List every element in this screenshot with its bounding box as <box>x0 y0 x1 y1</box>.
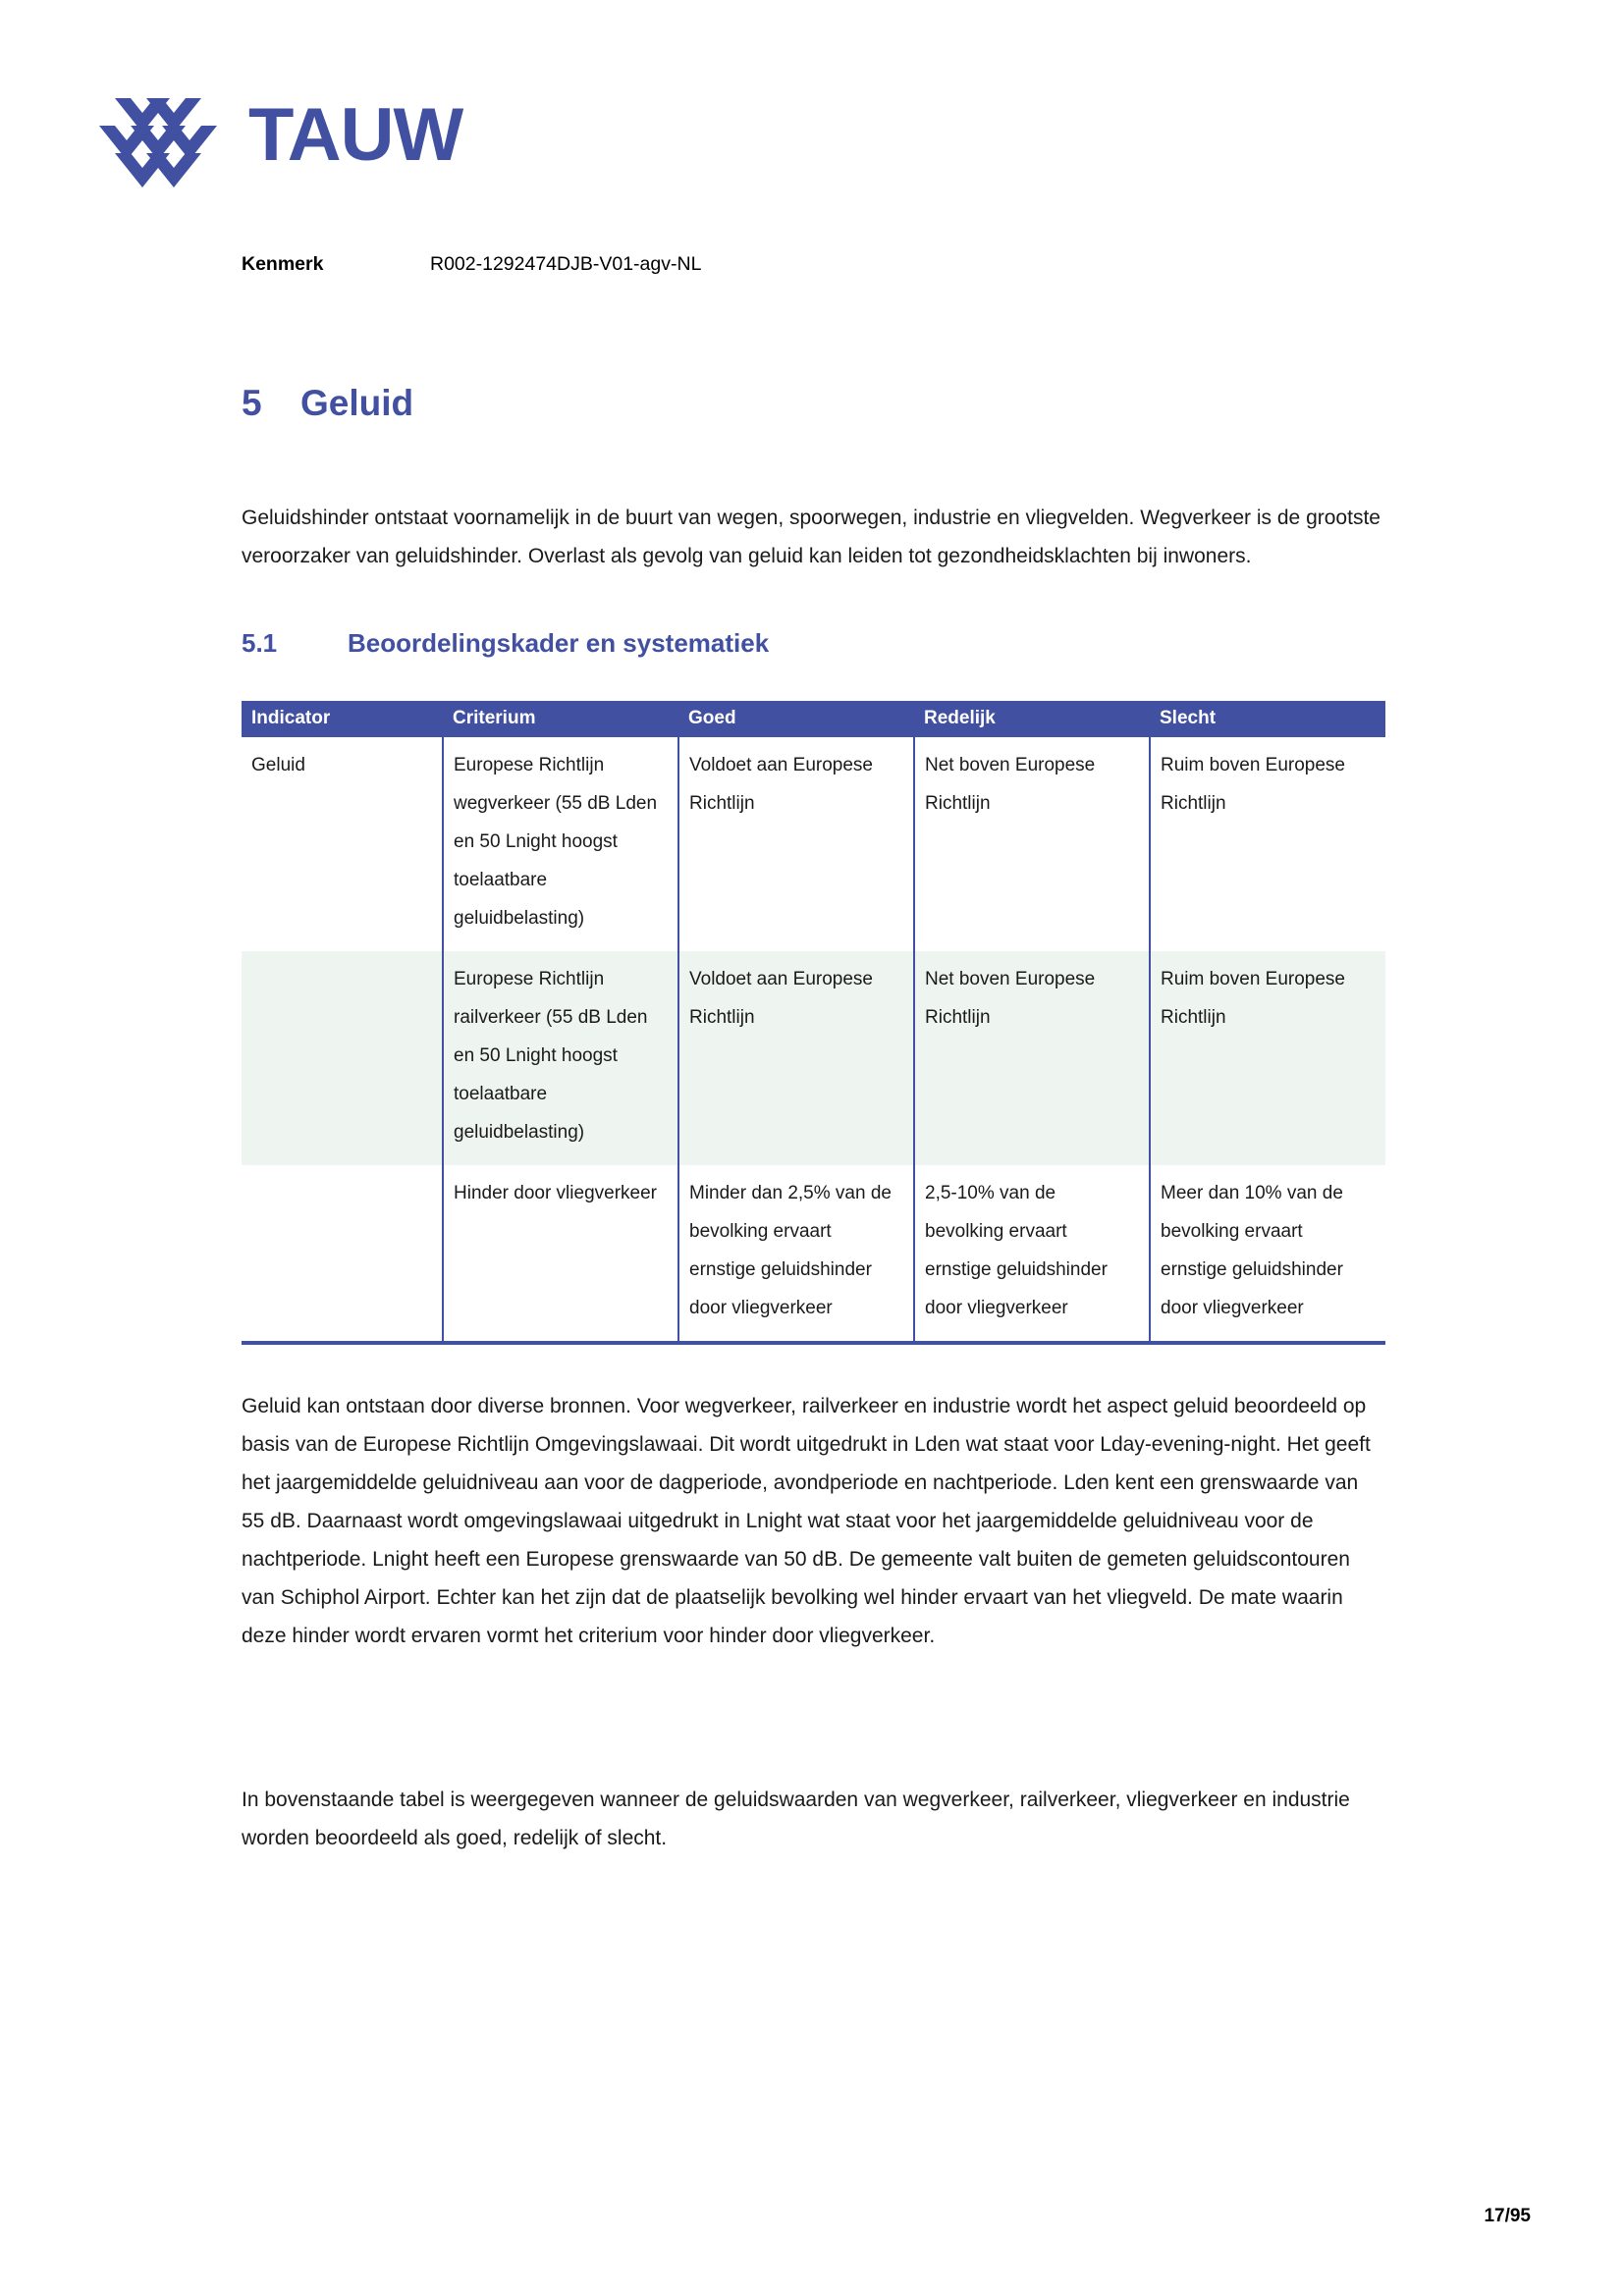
cell-redelijk: 2,5-10% van de bevolking ervaart ernstige geluidshinder door vliegverkeer <box>914 1165 1150 1343</box>
cell-slecht: Meer dan 10% van de bevolking ervaart ernstige geluidshinder door vliegverkeer <box>1150 1165 1385 1343</box>
table-row <box>242 951 1385 1165</box>
cell-slecht: Ruim boven Europese Richtlijn <box>1150 737 1385 951</box>
cell-indicator: Geluid <box>251 755 305 775</box>
body-paragraph-1: Geluid kan ontstaan door diverse bronnen. Voor wegverkeer, railverkeer en industrie wordt het aspect geluid beoordeeld op basis van de Europese Richtlijn Omgevingslawaai. Dit wordt uitgedrukt in Lden wat staat voor Lday-evening-night. Het geeft het jaargemiddelde geluidniveau aan voor de dagperiode, avondperiode en nachtperiode. Lden kent een grenswaarde van 55 dB. Daarnaast wordt omgevingslawaai uitgedrukt in Lnight wat staat voor het jaargemiddelde geluidniveau voor de nachtperiode. Lnight heeft een Europese grenswaarde van 50 dB. De gemeente valt buiten de gemeten geluidscontouren van Schiphol Airport. Echter kan het zijn dat de plaatselijk bevolking wel hinder ervaart van het vliegveld. De mate waarin deze hinder wordt ervaren vormt het criterium voor hinder door vliegverkeer. <box>242 1395 1371 1647</box>
intro-paragraph: Geluidshinder ontstaat voornamelijk in de buurt van wegen, spoorwegen, industrie en vliegvelden. Wegverkeer is de grootste veroorzaker van geluidshinder. Overlast als gevolg van geluid kan leiden tot gezondheidsklachten bij inwoners. <box>242 507 1380 567</box>
table-header-criterium: Criterium <box>443 701 678 737</box>
kenmerk-label: Kenmerk <box>242 253 324 275</box>
chapter-heading <box>242 383 413 424</box>
cell-redelijk: Net boven Europese Richtlijn <box>914 737 1150 951</box>
table-header-redelijk: Redelijk <box>914 701 1150 737</box>
section-title: Beoordelingskader en systematiek <box>348 628 770 658</box>
table-body <box>242 737 1385 1343</box>
section-heading <box>242 628 769 659</box>
cell-redelijk: Net boven Europese Richtlijn <box>914 951 1150 1165</box>
cell-indicator <box>242 951 443 1165</box>
kenmerk <box>242 253 701 276</box>
cell-goed: Minder dan 2,5% van de bevolking ervaart ernstige geluidshinder door vliegverkeer <box>678 1165 914 1343</box>
cell-goed: Voldoet aan Europese Richtlijn <box>678 951 914 1165</box>
cell-criterium: Hinder door vliegverkeer <box>443 1165 678 1343</box>
table-row <box>242 1165 1385 1343</box>
cell-goed: Voldoet aan Europese Richtlijn <box>678 737 914 951</box>
table-header-indicator: Indicator <box>242 701 443 737</box>
kenmerk-value: R002-1292474DJB-V01-agv-NL <box>430 253 702 275</box>
assessment-table <box>242 701 1385 1345</box>
tauw-lattice-icon <box>93 77 223 202</box>
page-number: 17/95 <box>1484 2206 1531 2226</box>
tauw-wordmark: TAUW <box>248 93 463 177</box>
table-header-goed: Goed <box>678 701 914 737</box>
body-paragraph-2: In bovenstaande tabel is weergegeven wanneer de geluidswaarden van wegverkeer, railverkeer, vliegverkeer en industrie worden beoordeeld als goed, redelijk of slecht. <box>242 1789 1350 1849</box>
table-header-row <box>242 701 1385 737</box>
chapter-title: Geluid <box>300 383 414 423</box>
chapter-number: 5 <box>242 383 262 423</box>
cell-slecht: Ruim boven Europese Richtlijn <box>1150 951 1385 1165</box>
tauw-logo <box>93 77 462 202</box>
assessment-table-wrapper <box>242 701 1385 1345</box>
table-row <box>242 737 1385 951</box>
cell-criterium: Europese Richtlijn railverkeer (55 dB Lden en 50 Lnight hoogst toelaatbare geluidbelasting) <box>443 951 678 1165</box>
table-header <box>242 701 1385 737</box>
table-header-slecht: Slecht <box>1150 701 1385 737</box>
cell-criterium: Europese Richtlijn wegverkeer (55 dB Lden en 50 Lnight hoogst toelaatbare geluidbelasting) <box>443 737 678 951</box>
cell-indicator <box>242 1165 443 1343</box>
section-number: 5.1 <box>242 628 278 658</box>
